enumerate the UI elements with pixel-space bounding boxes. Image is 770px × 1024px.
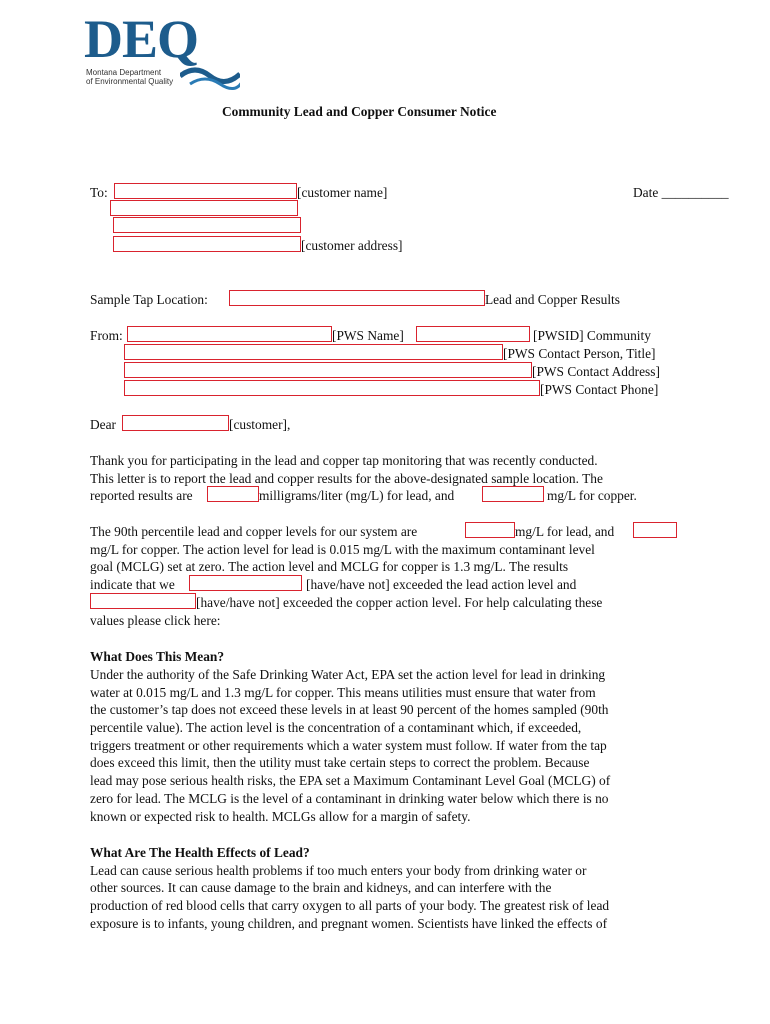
to-label: To: xyxy=(90,185,108,200)
customer-address-field-1[interactable] xyxy=(110,200,298,216)
s1-line: triggers treatment or other requirements which a water system must follow. If water from the tap xyxy=(90,738,607,753)
from-label: From: xyxy=(90,328,123,343)
lead-exceeded-field[interactable] xyxy=(189,575,302,591)
s2-line: production of red blood cells that carry oxygen to all parts of your body. The greatest risk of lead xyxy=(90,898,610,913)
dear-label: Dear xyxy=(90,417,117,432)
s1-line: the customer’s tap does not exceed these levels in at least 90 percent of the homes sampled (90th xyxy=(90,702,609,717)
deq-logo xyxy=(84,9,234,90)
p2-line2: mg/L for copper. The action level for lead is 0.015 mg/L with the maximum contaminant level xyxy=(90,542,595,557)
pws-contact-address-field[interactable] xyxy=(124,362,532,378)
s2-heading: What Are The Health Effects of Lead? xyxy=(90,845,310,860)
p1-line3a: reported results are xyxy=(90,488,193,503)
dear-customer-field[interactable] xyxy=(122,415,229,431)
pws-contact-phone-suffix: [PWS Contact Phone] xyxy=(540,382,659,397)
logo-subtitle: Montana Department of Environmental Quality xyxy=(86,68,174,86)
s2-line: other sources. It can cause damage to the brain and kidneys, and can interfere with the xyxy=(90,880,552,895)
s1-line: Under the authority of the Safe Drinking Water Act, EPA set the action level for lead in drinking xyxy=(90,667,606,682)
copper-90th-field[interactable] xyxy=(633,522,677,538)
p1-line3b: milligrams/liter (mg/L) for lead, and xyxy=(259,488,455,503)
pws-contact-phone-field[interactable] xyxy=(124,380,540,396)
sample-tap-location-field[interactable] xyxy=(229,290,485,306)
pws-contact-person-field[interactable] xyxy=(124,344,503,360)
sample-tap-label: Sample Tap Location: xyxy=(90,292,208,307)
p1-line2: This letter is to report the lead and copper results for the above-designated sample location. The xyxy=(90,471,603,486)
s1-line: water at 0.015 mg/L and 1.3 mg/L for copper. This means utilities must ensure that water from xyxy=(90,685,596,700)
p2-line4b: [have/have not] exceeded the lead action level and xyxy=(306,577,577,592)
logo-wave-icon xyxy=(180,54,240,94)
s1-line: zero for lead. The MCLG is the level of a contaminant in drinking water below which there is no xyxy=(90,791,609,806)
date-label: Date __________ xyxy=(633,185,729,200)
p2-line3: goal (MCLG) set at zero. The action level and MCLG for copper is 1.3 mg/L. The results xyxy=(90,559,569,574)
s1-heading: What Does This Mean? xyxy=(90,649,225,664)
sample-tap-suffix: Lead and Copper Results xyxy=(485,292,620,307)
dear-suffix: [customer], xyxy=(229,417,291,432)
p1-line1: Thank you for participating in the lead and copper tap monitoring that was recently conducted. xyxy=(90,453,598,468)
customer-address-suffix: [customer address] xyxy=(301,238,403,253)
p1-line3c: mg/L for copper. xyxy=(547,488,637,503)
s2-line: Lead can cause serious health problems if too much enters your body from drinking water or xyxy=(90,863,587,878)
pws-name-field[interactable] xyxy=(127,326,332,342)
p2-line6[interactable]: values please click here: xyxy=(90,613,221,628)
copper-exceeded-field[interactable] xyxy=(90,593,196,609)
copper-result-field[interactable] xyxy=(482,486,544,502)
p2-line5: [have/have not] exceeded the copper action level. For help calculating these xyxy=(196,595,603,610)
s1-line: does exceed this limit, then the utility must take certain steps to correct the problem. Because xyxy=(90,755,590,770)
pws-contact-person-suffix: [PWS Contact Person, Title] xyxy=(503,346,656,361)
s1-line: known or expected risk to health. MCLGs allow for a margin of safety. xyxy=(90,809,471,824)
s2-line: exposure is to infants, young children, and pregnant women. Scientists have linked the effects of xyxy=(90,916,608,931)
page-title: Community Lead and Copper Consumer Notice xyxy=(222,104,497,119)
s1-line: lead may pose serious health risks, the EPA set a Maximum Contaminant Level Goal (MCLG) of xyxy=(90,773,611,788)
pws-contact-address-suffix: [PWS Contact Address] xyxy=(532,364,660,379)
s1-line: percentile value). The action level is the concentration of a contaminant which, if exceeded, xyxy=(90,720,582,735)
pwsid-suffix: [PWSID] Community xyxy=(533,328,651,343)
p2-line4a: indicate that we xyxy=(90,577,175,592)
pwsid-field[interactable] xyxy=(416,326,530,342)
customer-address-field-3[interactable] xyxy=(113,236,301,252)
lead-90th-field[interactable] xyxy=(465,522,515,538)
customer-name-field[interactable] xyxy=(114,183,297,199)
p2-line1a: The 90th percentile lead and copper levels for our system are xyxy=(90,524,418,539)
logo-letters: DEQ xyxy=(84,9,199,69)
customer-name-suffix: [customer name] xyxy=(297,185,388,200)
pws-name-suffix: [PWS Name] xyxy=(332,328,404,343)
lead-result-field[interactable] xyxy=(207,486,259,502)
p2-line1b: mg/L for lead, and xyxy=(515,524,615,539)
customer-address-field-2[interactable] xyxy=(113,217,301,233)
